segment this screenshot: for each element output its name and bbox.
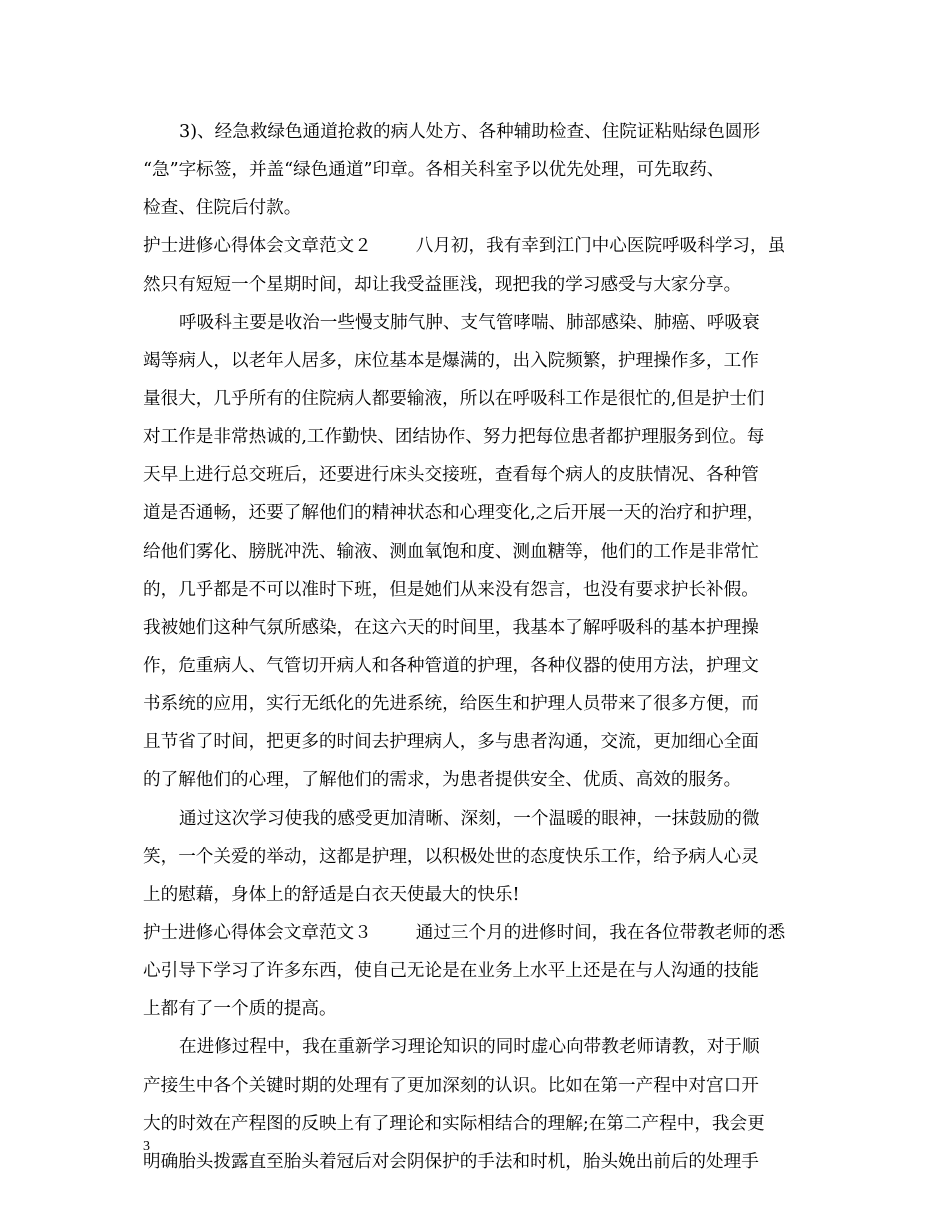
section-title: 护士进修心得体会文章范文２ [143, 236, 372, 257]
paragraph-line: 明确胎头拨露直至胎头着冠后对会阴保护的手法和时机，胎头娩出前后的处理手 [143, 1151, 759, 1172]
paragraph-line: 产接生中各个关键时期的处理有了更加深刻的认识。比如在第一产程中对宫口开 [143, 1075, 759, 1096]
paragraph-line: 竭等病人，以老年人居多，床位基本是爆满的，出入院频繁，护理操作多，工作 [143, 350, 759, 371]
paragraph-line: 然只有短短一个星期时间，却让我受益匪浅，现把我的学习感受与大家分享。 [143, 274, 742, 295]
paragraph-line: 书系统的应用，实行无纸化的先进系统，给医生和护理人员带来了很多方便，而 [143, 694, 759, 715]
paragraph-line: 呼吸科主要是收治一些慢支肺气肿、支气管哮喘、肺部感染、肺癌、呼吸衰 [179, 312, 760, 333]
paragraph-line: 心引导下学习了许多东西，使自己无论是在业务上水平上还是在与人沟通的技能 [143, 961, 759, 982]
paragraph-line: 作，危重病人、气管切开病人和各种管道的护理，各种仪器的使用方法，护理文 [143, 655, 759, 676]
paragraph-line: 笑，一个关爱的举动，这都是护理，以积极处世的态度快乐工作，给予病人心灵 [143, 846, 759, 867]
paragraph-line: “急”字标签，并盖“绿色通道”印章。各相关科室予以优先处理，可先取药、 [143, 160, 725, 181]
paragraph-line: 我被她们这种气氛所感染，在这六天的时间里，我基本了解呼吸科的基本护理操 [143, 617, 759, 638]
paragraph-line: 天早上进行总交班后，还要进行床头交接班，查看每个病人的皮肤情况、各种管 [143, 465, 759, 486]
paragraph-line: 上的慰藉，身体上的舒适是白衣天使最大的快乐! [143, 884, 520, 905]
paragraph-line: 的了解他们的心理，了解他们的需求，为患者提供安全、优质、高效的服务。 [143, 770, 742, 791]
section-first-line: 八月初，我有幸到江门中心医院呼吸科学习，虽 [415, 236, 786, 257]
section-heading-line [143, 227, 813, 265]
paragraph-line: 且节省了时间，把更多的时间去护理病人，多与患者沟通，交流，更加细心全面 [143, 732, 759, 753]
document-body [143, 113, 813, 1181]
page-number: 3 [143, 1139, 150, 1154]
paragraph-line: 的，几乎都是不可以准时下班，但是她们从来没有怨言，也没有要求护长补假。 [143, 579, 759, 600]
paragraph-line: 对工作是非常热诚的,工作勤快、团结协作、努力把每位患者都护理服务到位。每 [143, 427, 765, 448]
paragraph-line: 3)、经急救绿色通道抢救的病人处方、各种辅助检查、住院证粘贴绿色圆形 [179, 122, 761, 142]
paragraph-line: 通过这次学习使我的感受更加清晰、深刻，一个温暖的眼神，一抹鼓励的微 [179, 808, 760, 829]
section-heading-line [143, 914, 813, 952]
paragraph-line: 大的时效在产程图的反映上有了理论和实际相结合的理解;在第二产程中，我会更 [143, 1113, 765, 1134]
paragraph-line: 检查、住院后付款。 [143, 198, 302, 219]
paragraph-line: 上都有了一个质的提高。 [143, 999, 337, 1020]
paragraph-line: 道是否通畅，还要了解他们的精神状态和心理变化,之后开展一天的治疗和护理， [143, 503, 765, 524]
paragraph-line: 给他们雾化、膀胱冲洗、输液、测血氧饱和度、测血糖等，他们的工作是非常忙 [143, 541, 759, 562]
paragraph-line: 量很大，几乎所有的住院病人都要输液，所以在呼吸科工作是很忙的,但是护士们 [143, 388, 765, 409]
section-title: 护士进修心得体会文章范文３ [143, 922, 372, 943]
paragraph-line: 在进修过程中，我在重新学习理论知识的同时虚心向带教老师请教，对于顺 [179, 1037, 760, 1058]
section-first-line: 通过三个月的进修时间，我在各位带教老师的悉 [415, 922, 786, 943]
